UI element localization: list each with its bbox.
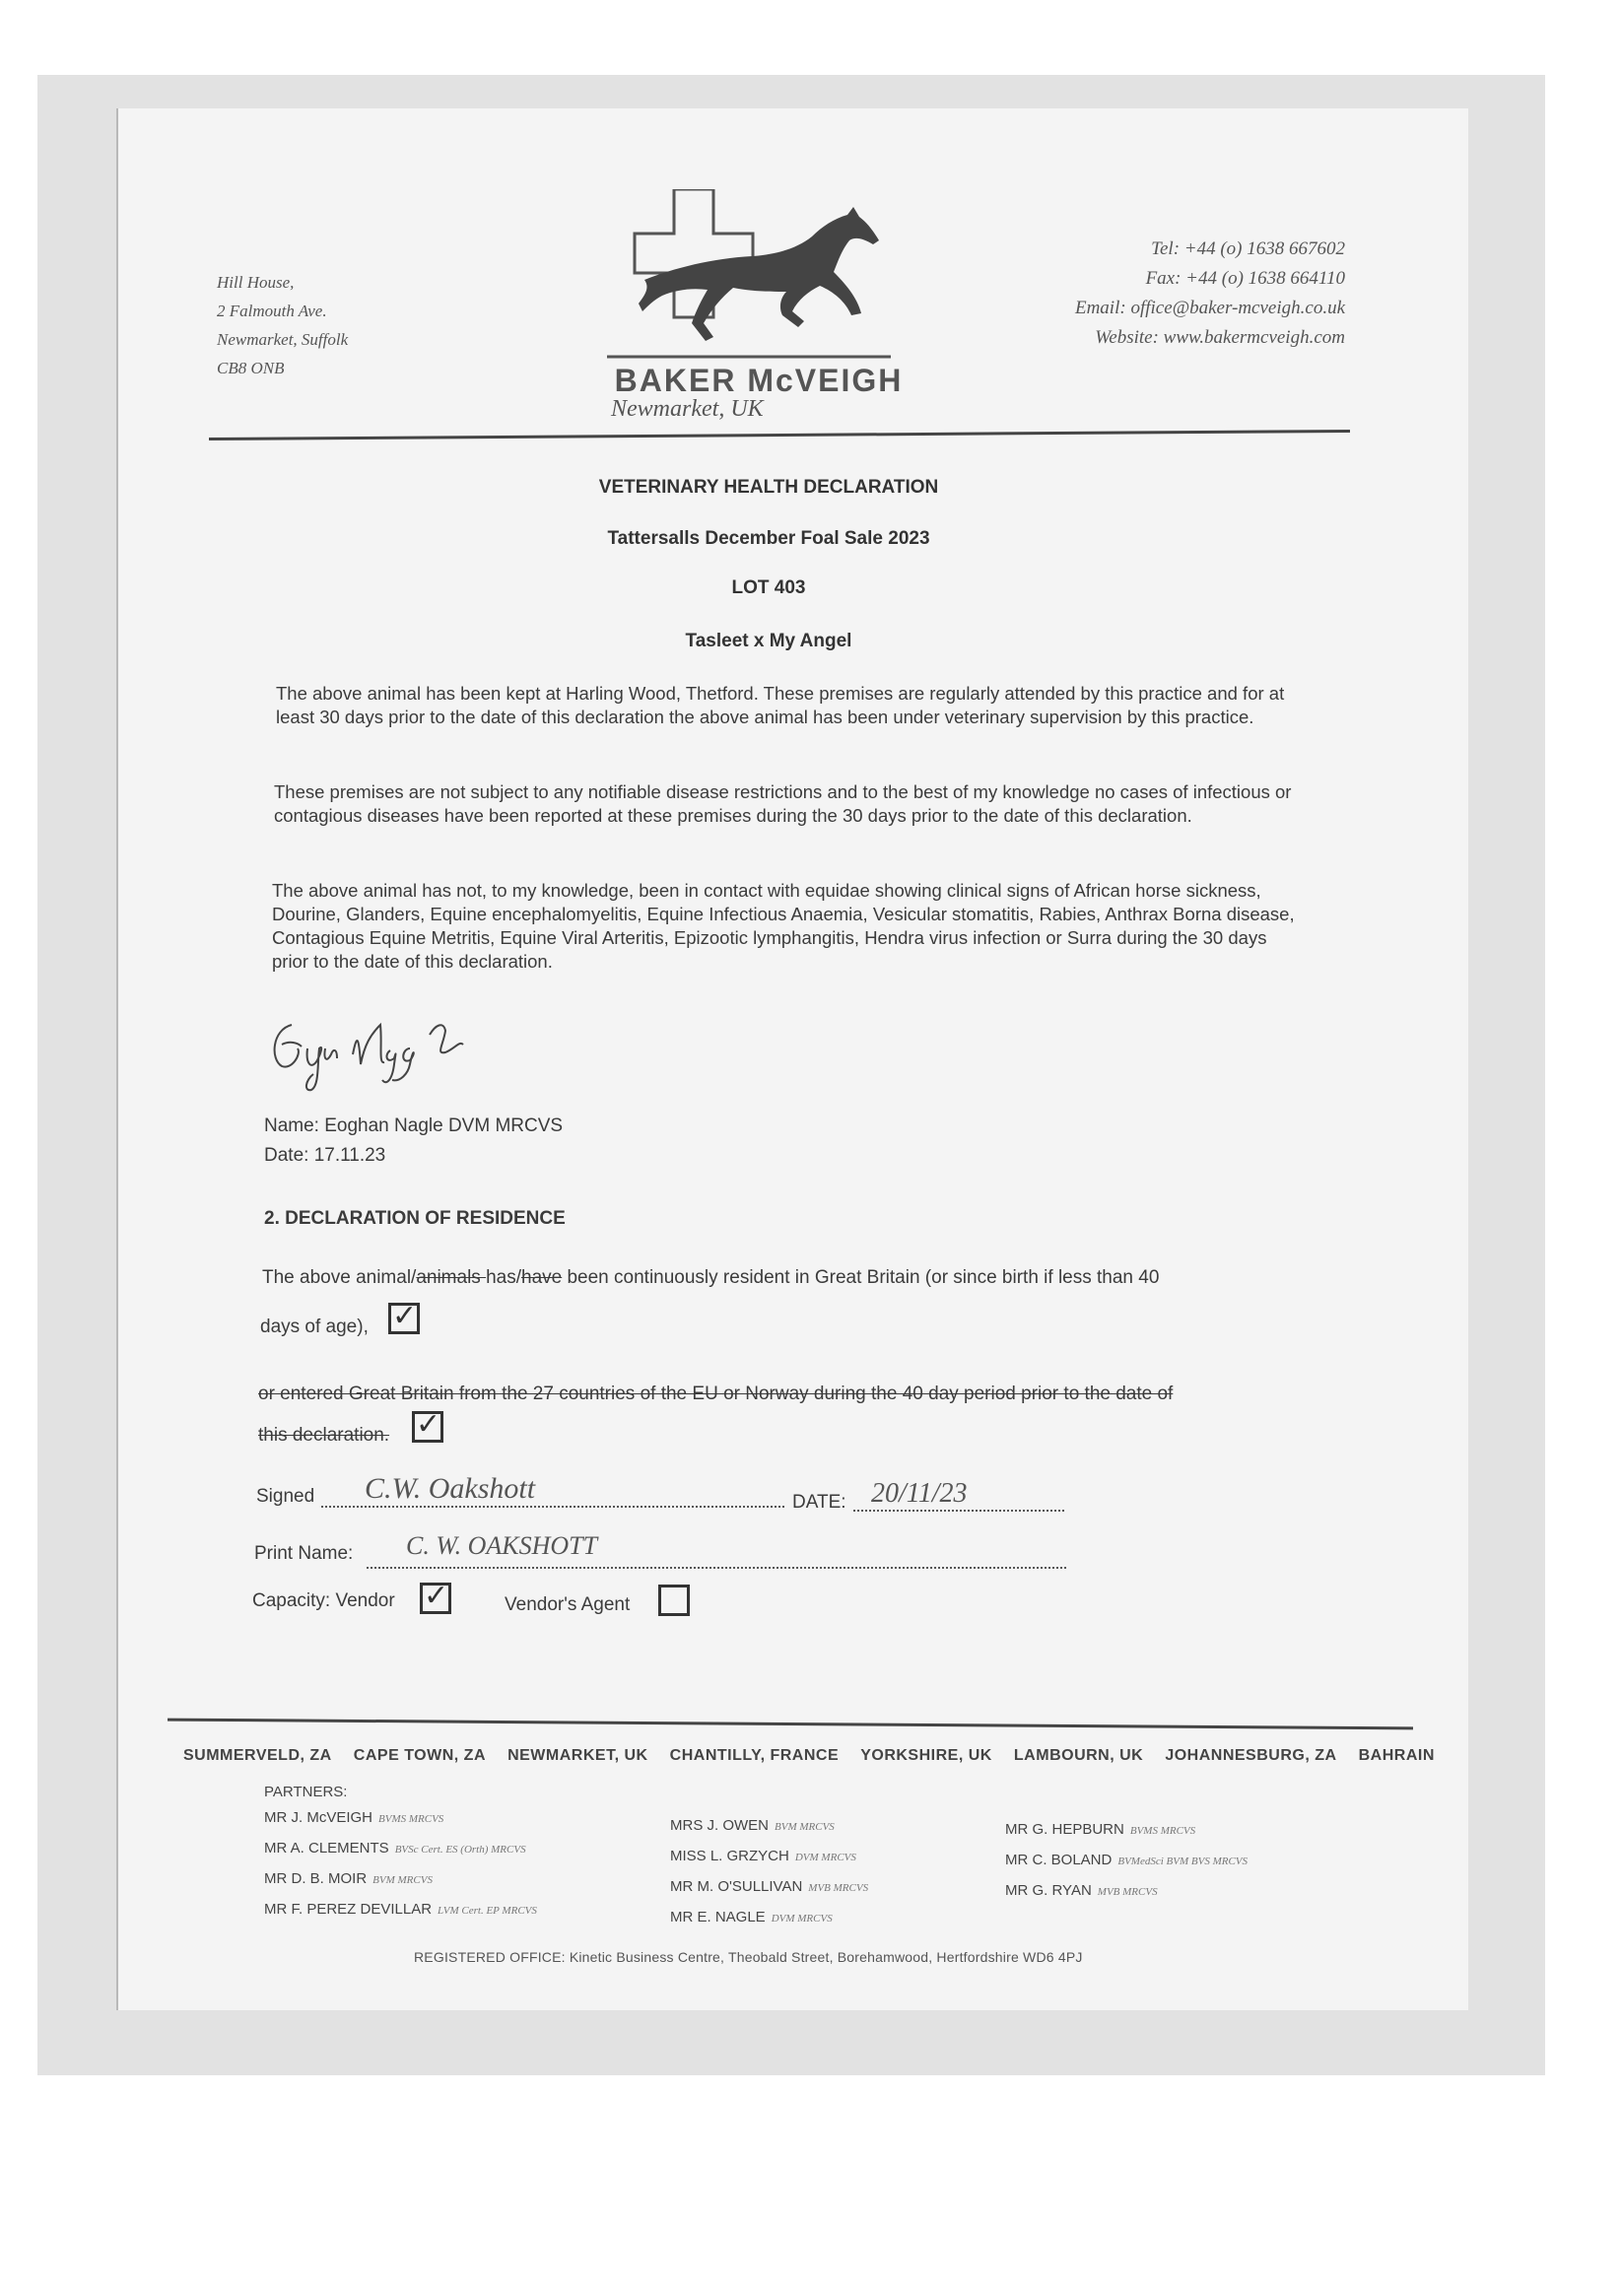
- address-line: 2 Falmouth Ave.: [217, 302, 327, 320]
- brand-location: Newmarket, UK: [611, 396, 764, 422]
- registered-office: REGISTERED OFFICE: Kinetic Business Centre, Theobald Street, Borehamwood, Hertfordshire WD6 4PJ: [414, 1949, 1083, 1965]
- partner: MR D. B. MOIR BVM MRCVS: [264, 1870, 433, 1887]
- resident-checkbox[interactable]: [388, 1300, 420, 1334]
- partner: MR G. RYAN MVB MRCVS: [1005, 1882, 1158, 1899]
- capacity-label: Capacity: Vendor: [252, 1590, 395, 1611]
- partner: MR J. McVEIGH BVMS MRCVS: [264, 1809, 444, 1826]
- check-icon: ✓: [424, 1580, 449, 1612]
- declaration-paragraph-1: The above animal has been kept at Harling Wood, Thetford. These premises are regularly attended by this practice and for at least 30 days prior to the date of this declaration the above animal has been under veterinary supervision by this practice.: [276, 683, 1285, 727]
- signed-label: Signed: [256, 1486, 315, 1507]
- sale-name: Tattersalls December Foal Sale 2023: [607, 528, 930, 549]
- location: CHANTILLY, FRANCE: [669, 1747, 840, 1764]
- entered-eu-text-2: this declaration.: [258, 1425, 390, 1446]
- partner: MISS L. GRZYCH DVM MRCVS: [670, 1848, 856, 1864]
- tel: Tel: +44 (o) 1638 667602: [1151, 238, 1345, 259]
- signed-value[interactable]: C.W. Oakshott: [365, 1472, 536, 1505]
- location: SUMMERVELD, ZA: [183, 1747, 332, 1764]
- date-value[interactable]: 20/11/23: [871, 1478, 968, 1509]
- print-name-label: Print Name:: [254, 1543, 354, 1564]
- date-line: [853, 1510, 1064, 1512]
- check-icon: ✓: [392, 1300, 418, 1332]
- residence-text: has/: [486, 1267, 521, 1288]
- entered-checkbox[interactable]: [412, 1408, 443, 1443]
- fax: Fax: +44 (o) 1638 664110: [1145, 268, 1345, 289]
- location: JOHANNESBURG, ZA: [1165, 1747, 1337, 1764]
- partner: MR C. BOLAND BVMedSci BVM BVS MRCVS: [1005, 1852, 1249, 1868]
- document-title: VETERINARY HEALTH DECLARATION: [598, 477, 939, 498]
- horse-pedigree: Tasleet x My Angel: [685, 631, 852, 651]
- brand-name: BAKER McVEIGH: [614, 363, 904, 398]
- partner: MR E. NAGLE DVM MRCVS: [670, 1909, 833, 1925]
- vendors-agent-checkbox[interactable]: [658, 1585, 690, 1616]
- residence-line-1: [262, 1267, 1297, 1289]
- residence-text: been continuously resident in Great Britain (or since birth if less than 40: [562, 1267, 1160, 1288]
- partner: MRS J. OWEN BVM MRCVS: [670, 1817, 835, 1834]
- location: YORKSHIRE, UK: [860, 1747, 992, 1764]
- partner: MR A. CLEMENTS BVSc Cert. ES (Orth) MRCVS: [264, 1840, 526, 1857]
- address-line: Newmarket, Suffolk: [217, 330, 349, 349]
- print-name-value[interactable]: C. W. OAKSHOTT: [406, 1531, 598, 1560]
- print-name-line: [367, 1567, 1066, 1569]
- vet-signature: [262, 1005, 508, 1094]
- location: NEWMARKET, UK: [507, 1747, 648, 1764]
- location: BAHRAIN: [1358, 1747, 1435, 1764]
- entered-eu-text: or entered Great Britain from the 27 countries of the EU or Norway during the 40 day period prior to the date of: [258, 1384, 1174, 1404]
- date-label: DATE:: [792, 1492, 846, 1513]
- check-icon: ✓: [416, 1408, 441, 1441]
- letterhead-contact: [1075, 235, 1345, 353]
- partner: MR M. O'SULLIVAN MVB MRCVS: [670, 1878, 869, 1895]
- signed-line: [321, 1506, 784, 1508]
- address-line: Hill House,: [217, 273, 295, 292]
- residence-struck-text: have: [521, 1267, 563, 1288]
- vet-date: Date: 17.11.23: [264, 1145, 386, 1166]
- residence-text: The above animal/: [262, 1267, 417, 1288]
- letterhead-address: [217, 268, 348, 382]
- address-line: CB8 ONB: [217, 359, 285, 377]
- partners-column-3: [1005, 1815, 1248, 1907]
- declaration-paragraph-2: These premises are not subject to any notifiable disease restrictions and to the best of my knowledge no cases of infectious or contagious diseases have been reported at these premises during the 30 days prior to the date of this declaration.: [274, 781, 1292, 826]
- office-locations: [183, 1747, 1435, 1765]
- residence-line-2: days of age),: [260, 1317, 369, 1337]
- declaration-paragraph-3: The above animal has not, to my knowledge, been in contact with equidae showing clinical signs of African horse sickness, Dourine, Glanders, Equine encephalomyelitis, Equine Infectious Anaemia, Vesicular stomatitis, Rabies, Anthrax Borna disease, Contagious Equine Metritis, Equine Viral Arteritis, Epizootic lymphangitis, Hendra virus infection or Surra during the 30 days prior to the date of this declaration.: [272, 880, 1295, 972]
- email: Email: office@baker-mcveigh.co.uk: [1074, 298, 1345, 318]
- partner: MR F. PEREZ DEVILLAR LVM Cert. EP MRCVS: [264, 1901, 537, 1918]
- location: LAMBOURN, UK: [1013, 1747, 1144, 1764]
- partner: MR G. HEPBURN BVMS MRCVS: [1005, 1821, 1196, 1838]
- vet-name: Name: Eoghan Nagle DVM MRCVS: [264, 1115, 564, 1136]
- partners-column-2: [670, 1811, 868, 1933]
- location: CAPE TOWN, ZA: [353, 1747, 486, 1764]
- lot-number: LOT 403: [731, 577, 806, 598]
- vendors-agent-label: Vendor's Agent: [505, 1594, 631, 1615]
- vendor-checkbox[interactable]: [420, 1580, 451, 1614]
- partners-heading: PARTNERS:: [264, 1784, 348, 1800]
- partners-column-1: [264, 1803, 537, 1925]
- residence-heading: 2. DECLARATION OF RESIDENCE: [264, 1208, 566, 1229]
- residence-struck-text: animals: [416, 1267, 487, 1288]
- website: Website: www.bakermcveigh.com: [1095, 327, 1345, 348]
